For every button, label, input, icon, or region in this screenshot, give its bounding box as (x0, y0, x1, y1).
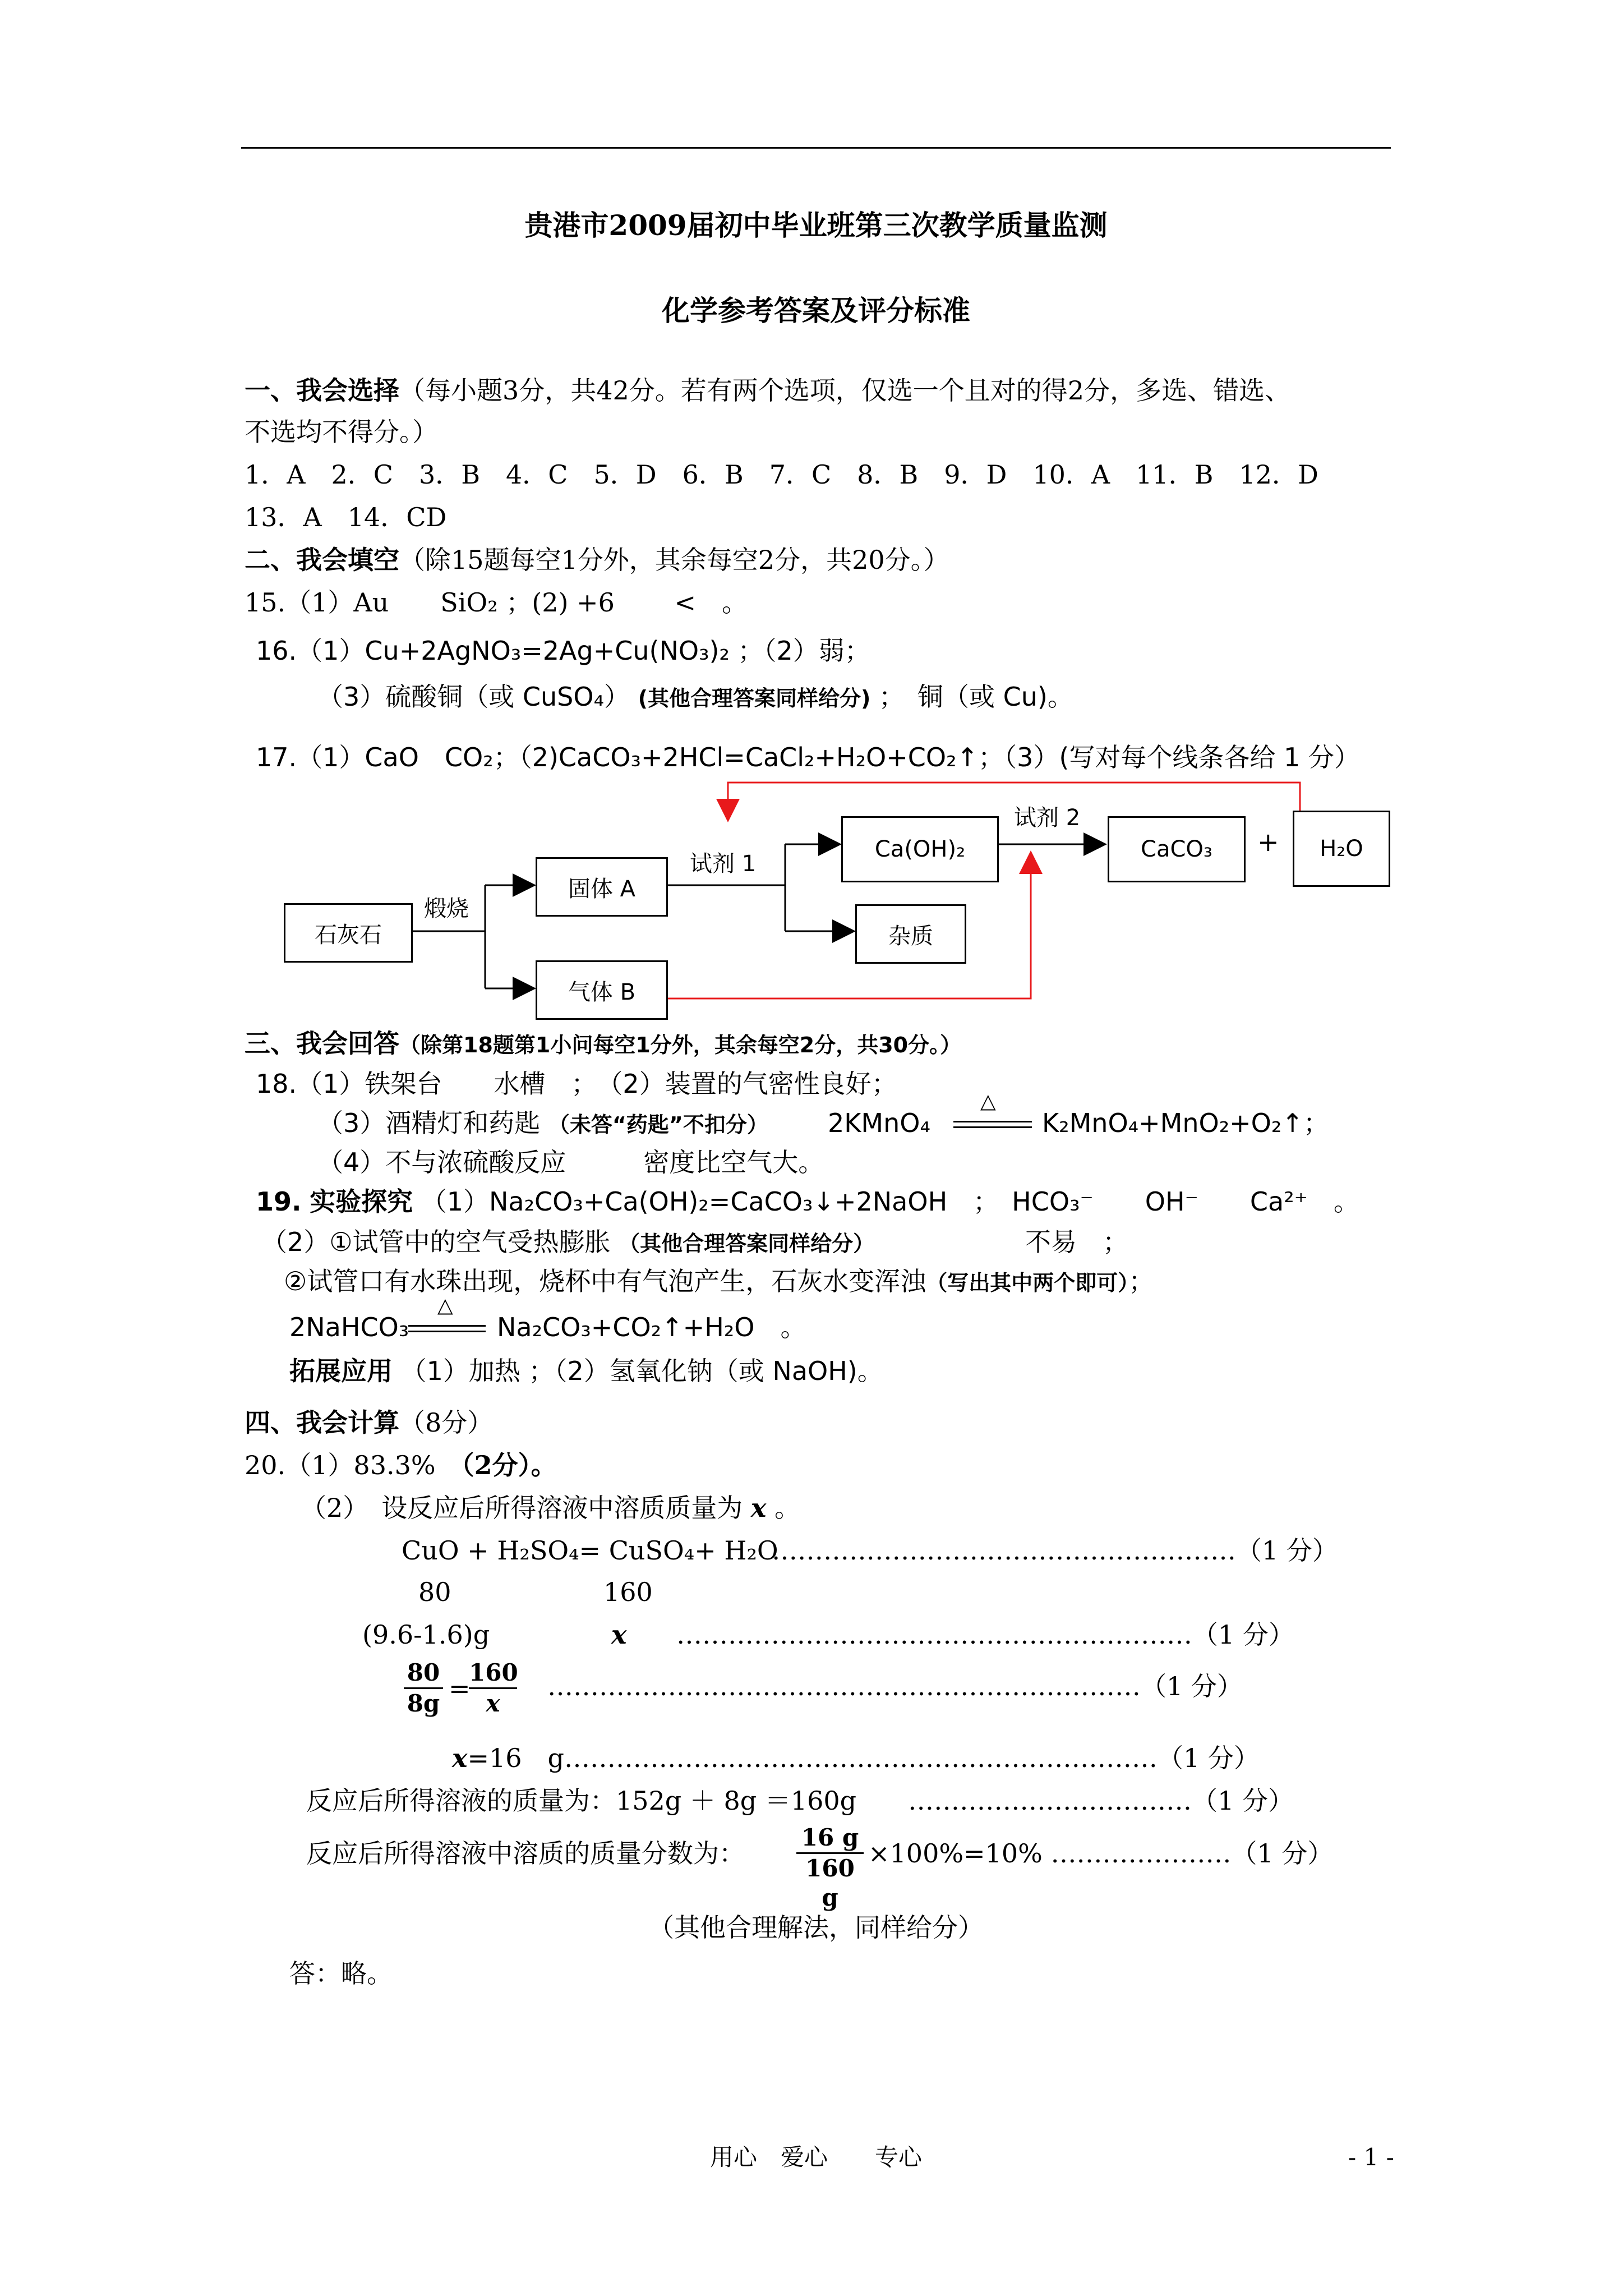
q20-other-methods: （其他合理解法，同样给分） (648, 1912, 984, 1943)
q20-equation: CuO + H₂SO₄= CuSO₄+ H₂O (402, 1535, 778, 1566)
frac1-numerator: 80 (407, 1659, 440, 1686)
q19-eq-bar-top (408, 1325, 486, 1327)
section3-note: （除第18题第1小问每空1分外，其余每空2分，共30分。） (399, 1033, 962, 1057)
section2-note: （除15题每空1分外，其余每空2分，共20分。） (399, 545, 949, 575)
box-gas-b: 气体 B (536, 960, 668, 1020)
q18-equation-left: 2KMnO₄ (828, 1108, 930, 1138)
section4-line1 (245, 1407, 493, 1438)
frac3-numerator: 16 g (801, 1824, 859, 1851)
q20-mass-80: 80 (418, 1577, 451, 1607)
fraction-16g-over-160g (796, 1823, 864, 1912)
q19-note1: （其他合理答案同样给分） (619, 1231, 875, 1256)
box-h2o: H₂O (1293, 811, 1390, 887)
q15-answer: 15.（1）Au SiO₂ ；(2) +6 < 。 (245, 587, 748, 618)
q18-part3: （3）酒精灯和药匙 (317, 1108, 541, 1138)
label-reagent1: 试剂 1 (690, 851, 757, 877)
q20-x-result-var: x (452, 1743, 468, 1773)
q19-explore-label: 实验探究 (310, 1186, 413, 1217)
q19-equation-left: 2NaHCO₃ (289, 1312, 409, 1342)
q20-part1-score: （2分）。 (461, 1450, 557, 1480)
q19-number: 19. (256, 1186, 302, 1217)
document-title: 贵港市2009届初中毕业班第三次教学质量监测 (524, 209, 1108, 242)
frac2-numerator: 160 (469, 1659, 518, 1686)
box-limestone: 石灰石 (284, 903, 413, 963)
q16-part3: （3）硫酸铜（或 CuSO₄） (317, 682, 630, 712)
q18-equation-right: K₂MnO₄+MnO₂+O₂↑； (1042, 1108, 1329, 1138)
q19-note2: （写出其中两个即可） (926, 1271, 1129, 1295)
q20-answer: 答：略。 (289, 1958, 393, 1989)
fraction-160-over-x (469, 1658, 517, 1718)
q20-line2 (301, 1492, 800, 1524)
q19-line3 (284, 1266, 1154, 1299)
q20-dots-4: ……………………………………………………………（1 分） (564, 1743, 1260, 1773)
q20-solution-mass: 反应后所得溶液的质量为：152g ＋ 8g ＝160g ……………………………（1 分） (306, 1786, 1294, 1816)
label-reagent2: 试剂 2 (1014, 805, 1081, 831)
q19-extend-label: 拓展应用 (289, 1356, 393, 1386)
q20-dots-2: ……………………………………………………（1 分） (676, 1619, 1294, 1650)
q19-line1 (256, 1186, 1359, 1217)
q16-note: (其他合理答案同样给分) (638, 686, 871, 711)
q18-line2 (317, 1107, 768, 1140)
q20-fraction-label: 反应后所得溶液中溶质的质量分数为： (306, 1838, 745, 1869)
q20-x-under: x (611, 1619, 627, 1650)
section4-heading: 四、我会计算 (245, 1407, 399, 1438)
fraction-equals: = (449, 1673, 471, 1704)
q17-line: 17.（1）CaO CO₂；（2)CaCO₃+2HCl=CaCl₂+H₂O+CO₂↑；（3）(写对每个线条各给 1 分） (256, 742, 1360, 772)
q20-dots-1: ………………………………………………（1 分） (772, 1535, 1338, 1566)
frac3-denominator: 160 g (796, 1852, 864, 1912)
section1-answers-1: 1．A 2．C 3．B 4．C 5．D 6．B 7．C 8．B 9．D 10．A 11．B 12．D (245, 459, 1318, 490)
q18-line1: 18.（1）铁架台 水槽 ； （2）装置的气密性良好； (256, 1069, 897, 1099)
section1-heading: 一、我会选择 (245, 375, 399, 406)
q18-eq-bar-bottom (953, 1126, 1032, 1128)
box-impurity: 杂质 (855, 904, 966, 964)
q18-eq-bar-top (953, 1121, 1032, 1122)
label-plus: + (1257, 827, 1279, 857)
footer-slogan: 用心 爱心 专心 (709, 2143, 922, 2171)
q19-line2 (261, 1226, 874, 1259)
q19-line3-tail: ； (1128, 1266, 1155, 1296)
q20-mass-160: 160 (603, 1577, 653, 1607)
q19-delta: △ (437, 1294, 453, 1317)
q20-line1 (245, 1450, 557, 1481)
label-calcine: 煅烧 (424, 896, 469, 922)
section2-heading: 二、我会填空 (245, 545, 399, 575)
q20-given: (9.6-1.6)g (362, 1619, 490, 1650)
q19-extend-answer: （1）加热 ；（2）氢氧化钠（或 NaOH)。 (400, 1356, 883, 1386)
q19-eq-bar-bottom (408, 1331, 486, 1332)
q16-tail: ； 铜（或 Cu)。 (879, 682, 1073, 712)
q20-x-result-line (452, 1742, 564, 1774)
section1-note-line2: 不选均不得分。） (245, 417, 438, 447)
q20-fraction-tail: ×100%=10% …………………（1 分） (868, 1838, 1334, 1869)
footer-page-number: - 1 - (1348, 2143, 1394, 2171)
q19-part1: （1）Na₂CO₃+Ca(OH)₂=CaCO₃↓+2NaOH ； HCO₃⁻ OH⁻ Ca²⁺ 。 (421, 1186, 1359, 1217)
q19-line5 (289, 1355, 883, 1387)
frac2-denominator: x (469, 1687, 517, 1718)
q16-line1: 16.（1）Cu+2AgNO₃=2Ag+Cu(NO₃)₂ ；（2）弱； (256, 636, 870, 666)
q19-part2-tail: 不易 ； (1025, 1227, 1128, 1257)
q20-dots-3: ……………………………………………………………（1 分） (547, 1671, 1243, 1701)
q18-line3: （4）不与浓硫酸反应 密度比空气大。 (317, 1147, 824, 1177)
box-solid-a: 固体 A (536, 857, 668, 917)
section4-note: （8分） (399, 1407, 494, 1438)
document-subtitle: 化学参考答案及评分标准 (662, 294, 970, 327)
section3-line1 (245, 1028, 961, 1061)
q20-x: x (750, 1493, 767, 1523)
section1-note: （每小题3分，共42分。若有两个选项，仅选一个且对的得2分，多选、错选、 (399, 375, 1291, 406)
fraction-80-over-8g (404, 1658, 443, 1718)
q19-part2: （2）①试管中的空气受热膨胀 (261, 1227, 611, 1257)
q19-equation-right: Na₂CO₃+CO₂↑+H₂O 。 (497, 1312, 806, 1342)
q20-x-result: =16 g (467, 1743, 564, 1773)
q18-note: （未答“药匙”不扣分） (548, 1112, 768, 1137)
section3-heading: 三、我会回答 (245, 1028, 399, 1059)
q18-delta: △ (980, 1090, 996, 1113)
q19-observation: ②试管口有水珠出现，烧杯中有气泡产生，石灰水变浑浊 (284, 1266, 926, 1296)
box-caco3: CaCO₃ (1108, 816, 1246, 882)
frac1-denominator: 8g (404, 1687, 443, 1718)
q20-setup: （2） 设反应后所得溶液中溶质质量为 (301, 1493, 751, 1523)
section1-answers-2: 13．A 14．CD (245, 502, 447, 532)
q20-setup-tail: 。 (766, 1493, 800, 1523)
q20-part1: 20.（1）83.3% (245, 1450, 462, 1480)
box-caoh2: Ca(OH)₂ (841, 816, 999, 882)
